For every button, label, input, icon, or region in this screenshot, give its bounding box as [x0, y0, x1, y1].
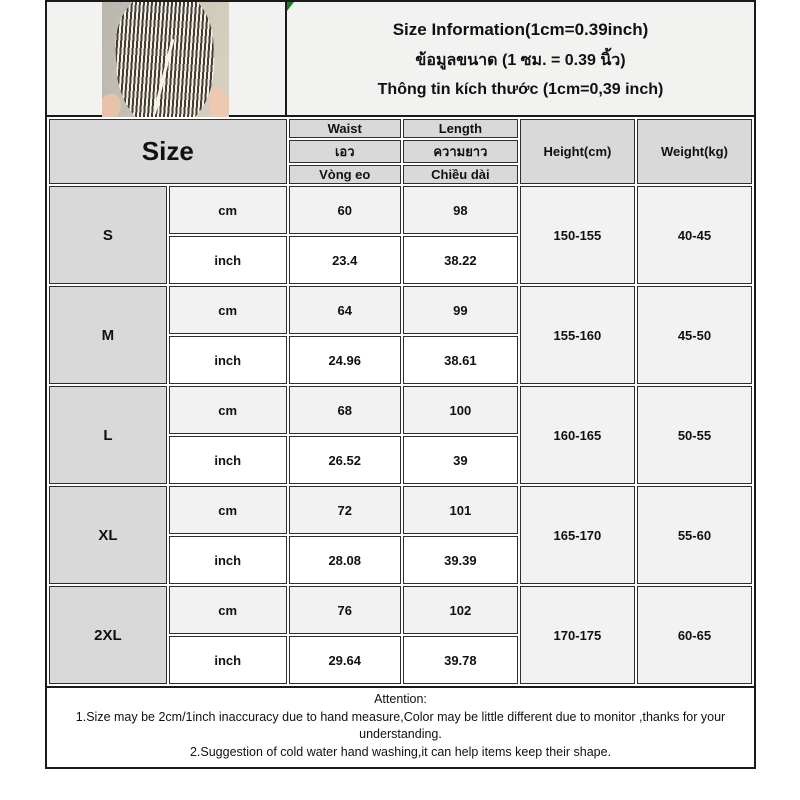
banner: [47, 2, 754, 117]
unit-inch-label: inch: [169, 436, 287, 484]
table-row: [49, 386, 752, 434]
waist-inch-value: 26.52: [289, 436, 401, 484]
header-weight: Weight(kg): [637, 119, 752, 184]
waist-cm-value: 64: [289, 286, 401, 334]
length-cm-value: 100: [403, 386, 518, 434]
row-size-label: L: [49, 386, 167, 484]
length-inch-value: 39: [403, 436, 518, 484]
weight-range-value: 60-65: [637, 586, 752, 684]
row-size-label: 2XL: [49, 586, 167, 684]
length-cm-value: 102: [403, 586, 518, 634]
row-size-label: S: [49, 186, 167, 284]
waist-cm-value: 60: [289, 186, 401, 234]
title-vietnamese: Thông tin kích thước (1cm=0,39 inch): [377, 81, 664, 98]
banner-titles: [287, 2, 754, 117]
weight-range-value: 45-50: [637, 286, 752, 384]
length-inch-value: 39.78: [403, 636, 518, 684]
waist-inch-value: 24.96: [289, 336, 401, 384]
table-row: [49, 286, 752, 334]
weight-range-value: 50-55: [637, 386, 752, 484]
header-size: Size: [49, 119, 287, 184]
waist-inch-value: 28.08: [289, 536, 401, 584]
table-row: [49, 186, 752, 234]
header-length-vi: Chiều dài: [403, 165, 518, 184]
height-range-value: 170-175: [520, 586, 635, 684]
height-range-value: 155-160: [520, 286, 635, 384]
attention-title: Attention:: [374, 692, 427, 706]
height-range-value: 160-165: [520, 386, 635, 484]
header-waist-th: เอว: [289, 140, 401, 163]
waist-cm-value: 72: [289, 486, 401, 534]
height-range-value: 165-170: [520, 486, 635, 584]
striped-garment: [114, 2, 217, 117]
size-chart-sheet: [45, 0, 756, 769]
attention-line-1: 1.Size may be 2cm/1inch inaccuracy due to hand measure,Color may be little different due to monitor ,thanks for your understanding.: [75, 709, 726, 741]
title-thai: ข้อมูลขนาด (1 ซม. = 0.39 นิ้ว): [415, 52, 626, 69]
height-range-value: 150-155: [520, 186, 635, 284]
unit-inch-label: inch: [169, 236, 287, 284]
length-cm-value: 98: [403, 186, 518, 234]
unit-cm-label: cm: [169, 186, 287, 234]
header-waist-vi: Vòng eo: [289, 165, 401, 184]
length-inch-value: 38.61: [403, 336, 518, 384]
title-english: Size Information(1cm=0.39inch): [392, 20, 649, 39]
waist-cm-value: 76: [289, 586, 401, 634]
header-length-th: ความยาว: [403, 140, 518, 163]
length-inch-value: 39.39: [403, 536, 518, 584]
length-cm-value: 101: [403, 486, 518, 534]
unit-cm-label: cm: [169, 586, 287, 634]
weight-range-value: 40-45: [637, 186, 752, 284]
waist-cm-value: 68: [289, 386, 401, 434]
unit-cm-label: cm: [169, 386, 287, 434]
size-table: [47, 117, 754, 686]
unit-inch-label: inch: [169, 536, 287, 584]
row-size-label: XL: [49, 486, 167, 584]
product-photo: [102, 2, 229, 117]
attention-line-2: 2.Suggestion of cold water hand washing,it can help items keep their shape.: [189, 744, 612, 759]
waist-inch-value: 29.64: [289, 636, 401, 684]
length-inch-value: 38.22: [403, 236, 518, 284]
header-height: Height(cm): [520, 119, 635, 184]
unit-cm-label: cm: [169, 486, 287, 534]
header-length-en: Length: [403, 119, 518, 138]
waist-inch-value: 23.4: [289, 236, 401, 284]
row-size-label: M: [49, 286, 167, 384]
header-waist-en: Waist: [289, 119, 401, 138]
attention-note: [47, 686, 754, 767]
table-row: [49, 486, 752, 534]
unit-inch-label: inch: [169, 336, 287, 384]
weight-range-value: 55-60: [637, 486, 752, 584]
unit-cm-label: cm: [169, 286, 287, 334]
table-row: [49, 586, 752, 634]
length-cm-value: 99: [403, 286, 518, 334]
unit-inch-label: inch: [169, 636, 287, 684]
